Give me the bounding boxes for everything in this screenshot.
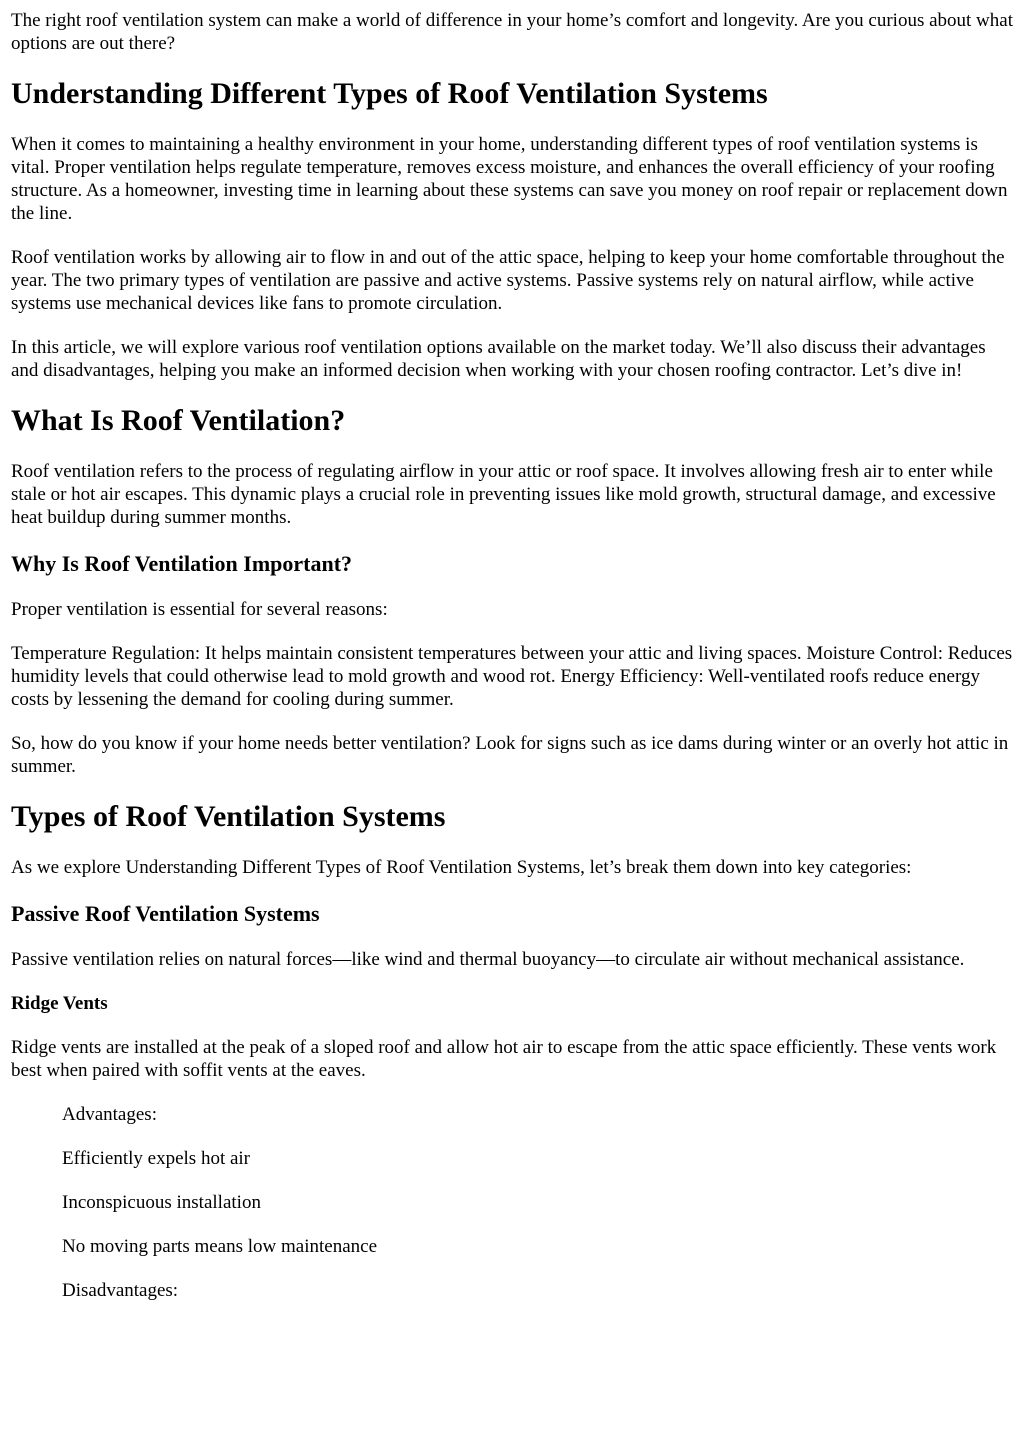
body-paragraph: Temperature Regulation: It helps maintain consistent temperatures between your attic and living spaces. Moisture Control: Reduces humidity levels that could otherwise lead to mold growth and wood rot. Energy Efficiency: Well-ventilated roofs reduce energy costs by lessening the demand for cooling during summer. xyxy=(11,643,1013,710)
ridge-vents-list xyxy=(11,1103,1013,1302)
body-paragraph: Proper ventilation is essential for several reasons: xyxy=(11,599,388,620)
body-paragraph: Ridge vents are installed at the peak of a sloped roof and allow hot air to escape from the attic space efficiently. These vents work best when paired with soffit vents at the eaves. xyxy=(11,1037,997,1081)
list-item: Efficiently expels hot air xyxy=(62,1148,251,1169)
intro-paragraph: The right roof ventilation system can make a world of difference in your home’s comfort and longevity. Are you curious about what options are out there? xyxy=(11,10,1013,54)
list-item: No moving parts means low maintenance xyxy=(62,1236,378,1257)
body-paragraph: As we explore Understanding Different Types of Roof Ventilation Systems, let’s break them down into key categories: xyxy=(11,857,912,878)
body-paragraph: In this article, we will explore various roof ventilation options available on the market today. We’ll also discuss their advantages and disadvantages, helping you make an informed decision when working with your chosen roofing contractor. Let’s dive in! xyxy=(11,337,986,381)
body-paragraph: So, how do you know if your home needs better ventilation? Look for signs such as ice dams during winter or an overly hot attic in summer. xyxy=(11,733,1009,777)
heading-what-is-roof-ventilation: What Is Roof Ventilation? xyxy=(11,404,346,437)
body-paragraph: When it comes to maintaining a healthy environment in your home, understanding different types of roof ventilation systems is vital. Proper ventilation helps regulate temperature, removes excess moisture, and enhances the overall efficiency of your roofing structure. As a homeowner, investing time in learning about these systems can save you money on roof repair or replacement down the line. xyxy=(11,134,1008,224)
body-paragraph: Roof ventilation refers to the process of regulating airflow in your attic or roof space. It involves allowing fresh air to enter while stale or hot air escapes. This dynamic plays a crucial role in preventing issues like mold growth, structural damage, and excessive heat buildup during summer months. xyxy=(11,461,996,528)
heading-understanding-types: Understanding Different Types of Roof Ventilation Systems xyxy=(11,77,768,110)
list-item: Disadvantages: xyxy=(62,1280,179,1301)
list-item: Advantages: xyxy=(62,1104,157,1125)
subheading-why-important: Why Is Roof Ventilation Important? xyxy=(11,551,353,576)
subheading-ridge-vents: Ridge Vents xyxy=(11,993,108,1014)
body-paragraph: Roof ventilation works by allowing air to flow in and out of the attic space, helping to keep your home comfortable throughout the year. The two primary types of ventilation are passive and active systems. Passive systems rely on natural airflow, while active systems use mechanical devices like fans to promote circulation. xyxy=(11,247,1005,314)
subheading-passive-systems: Passive Roof Ventilation Systems xyxy=(11,901,320,926)
heading-types-of-systems: Types of Roof Ventilation Systems xyxy=(11,800,446,833)
list-item: Inconspicuous installation xyxy=(62,1192,261,1213)
body-paragraph: Passive ventilation relies on natural forces—like wind and thermal buoyancy—to circulate air without mechanical assistance. xyxy=(11,949,965,970)
